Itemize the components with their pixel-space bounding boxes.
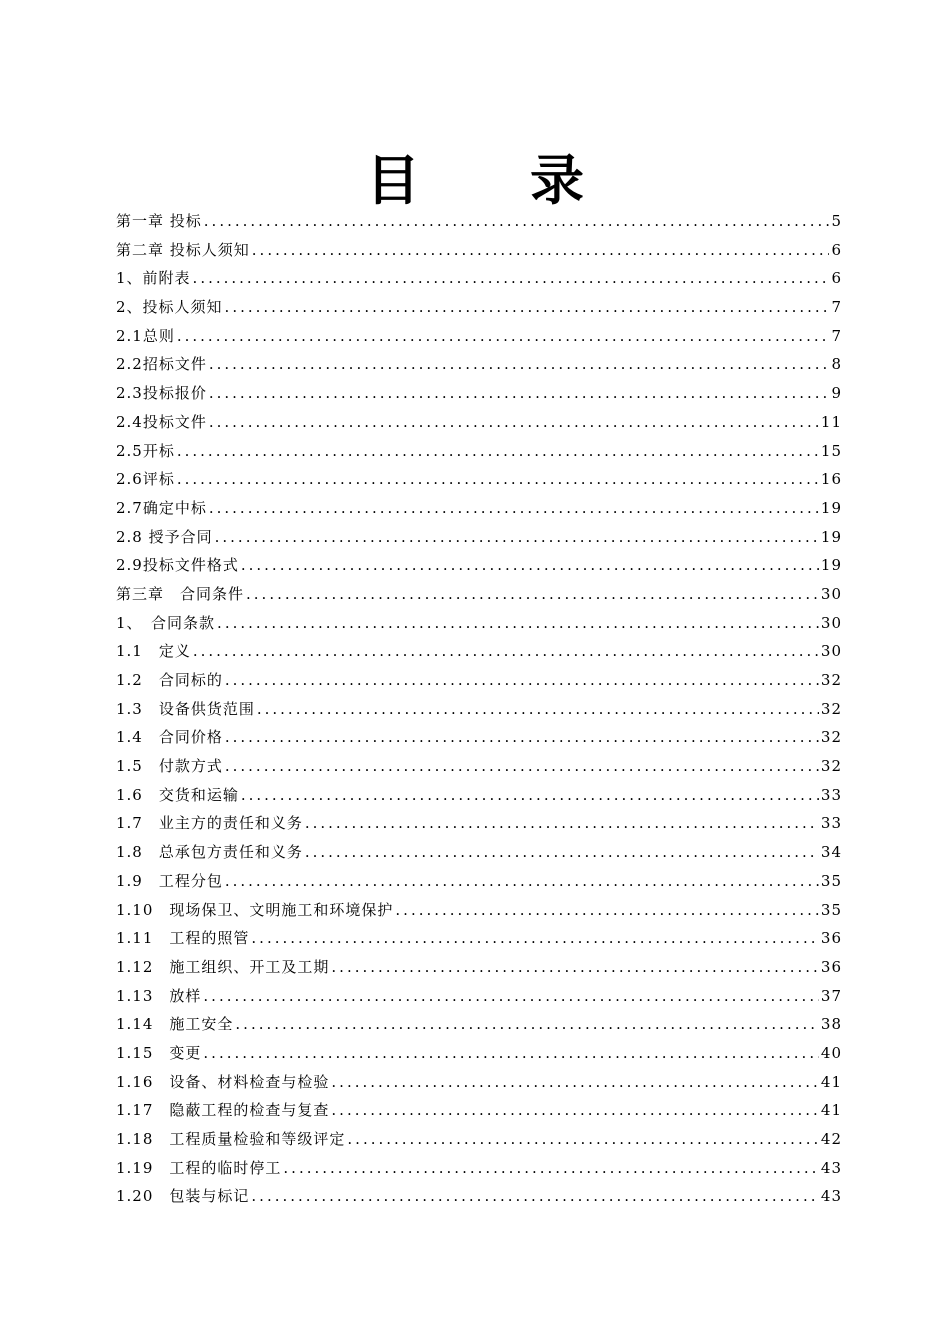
toc-leader-dots bbox=[177, 322, 830, 351]
toc-entry-label: 1.3 设备供货范围 bbox=[116, 699, 255, 718]
toc-entry-label: 1.19 工程的临时停工 bbox=[116, 1158, 282, 1177]
toc-entry[interactable] bbox=[116, 1182, 842, 1211]
toc-leader-dots bbox=[209, 350, 830, 379]
toc-leader-dots bbox=[177, 437, 819, 466]
toc-entry-page-number: 37 bbox=[820, 986, 842, 1005]
toc-entry-label: 1.13 放样 bbox=[116, 986, 202, 1005]
toc-entry[interactable] bbox=[116, 207, 842, 236]
toc-leader-dots bbox=[193, 637, 819, 666]
toc-entry-page-number: 19 bbox=[820, 556, 842, 575]
toc-entry-page-number: 7 bbox=[831, 326, 842, 345]
toc-entry-label: 第三章 合同条件 bbox=[116, 584, 245, 603]
toc-entry-page-number: 33 bbox=[820, 814, 842, 833]
toc-entry[interactable] bbox=[116, 236, 842, 265]
toc-leader-dots bbox=[209, 379, 830, 408]
toc-entry-label: 1.8 总承包方责任和义务 bbox=[116, 843, 303, 862]
toc-entry-label: 2、投标人须知 bbox=[116, 298, 223, 317]
toc-entry[interactable] bbox=[116, 1154, 842, 1183]
toc-entry-label: 1.5 付款方式 bbox=[116, 757, 223, 776]
toc-entry-label: 2.7确定中标 bbox=[116, 498, 207, 517]
toc-entry-label: 1.12 施工组织、开工及工期 bbox=[116, 957, 330, 976]
toc-entry-page-number: 6 bbox=[831, 240, 842, 259]
toc-entry[interactable] bbox=[116, 896, 842, 925]
toc-entry[interactable] bbox=[116, 1039, 842, 1068]
toc-entry-page-number: 41 bbox=[820, 1101, 842, 1120]
toc-leader-dots bbox=[246, 580, 819, 609]
toc-entry-page-number: 35 bbox=[820, 871, 842, 890]
toc-entry-page-number: 35 bbox=[820, 900, 842, 919]
toc-entry[interactable] bbox=[116, 867, 842, 896]
toc-entry[interactable] bbox=[116, 637, 842, 666]
toc-entry[interactable] bbox=[116, 1068, 842, 1097]
toc-entry-page-number: 32 bbox=[820, 699, 842, 718]
toc-entry[interactable] bbox=[116, 752, 842, 781]
toc-entry-label: 1.15 变更 bbox=[116, 1043, 202, 1062]
toc-leader-dots bbox=[193, 264, 830, 293]
toc-entry-label: 2.2招标文件 bbox=[116, 355, 207, 374]
toc-entry-page-number: 30 bbox=[820, 584, 842, 603]
toc-entry-label: 第一章 投标 bbox=[116, 212, 202, 230]
toc-entry-label: 第二章 投标人须知 bbox=[116, 240, 250, 259]
toc-leader-dots bbox=[395, 896, 819, 925]
toc-leader-dots bbox=[257, 695, 819, 724]
toc-leader-dots bbox=[331, 953, 819, 982]
toc-entry-page-number: 43 bbox=[820, 1187, 842, 1206]
toc-leader-dots bbox=[225, 867, 819, 896]
toc-entry[interactable] bbox=[116, 523, 842, 552]
toc-leader-dots bbox=[305, 809, 819, 838]
toc-entry[interactable] bbox=[116, 379, 842, 408]
toc-leader-dots bbox=[251, 1182, 819, 1211]
toc-entry-label: 1.6 交货和运输 bbox=[116, 785, 239, 804]
toc-entry-page-number: 16 bbox=[820, 470, 842, 489]
toc-entry[interactable] bbox=[116, 551, 842, 580]
toc-leader-dots bbox=[209, 494, 819, 523]
toc-entry[interactable] bbox=[116, 264, 842, 293]
toc-entry[interactable] bbox=[116, 924, 842, 953]
toc-entry-label: 1、 合同条款 bbox=[116, 613, 216, 632]
toc-entry-page-number: 8 bbox=[831, 355, 842, 374]
toc-entry-label: 1.7 业主方的责任和义务 bbox=[116, 814, 303, 833]
toc-entry-label: 2.8 授予合同 bbox=[116, 527, 213, 546]
toc-entry-page-number: 36 bbox=[820, 957, 842, 976]
toc-entry-label: 2.5开标 bbox=[116, 441, 175, 460]
toc-entry-page-number: 7 bbox=[831, 298, 842, 317]
toc-leader-dots bbox=[235, 1010, 819, 1039]
toc-entry-page-number: 34 bbox=[820, 843, 842, 862]
toc-entry[interactable] bbox=[116, 1096, 842, 1125]
toc-entry-label: 2.3投标报价 bbox=[116, 384, 207, 403]
toc-leader-dots bbox=[217, 609, 819, 638]
toc-leader-dots bbox=[225, 293, 830, 322]
toc-leader-dots bbox=[225, 666, 819, 695]
toc-leader-dots bbox=[241, 781, 819, 810]
toc-entry-page-number: 19 bbox=[820, 498, 842, 517]
page-title-char-2: 录 bbox=[530, 149, 584, 212]
toc-entry-label: 2.6评标 bbox=[116, 470, 175, 489]
toc-entry[interactable] bbox=[116, 982, 842, 1011]
toc-entry-page-number: 15 bbox=[820, 441, 842, 460]
toc-entry[interactable] bbox=[116, 838, 842, 867]
toc-leader-dots bbox=[252, 236, 830, 265]
toc-entry[interactable] bbox=[116, 293, 842, 322]
toc-entry-page-number: 36 bbox=[820, 929, 842, 948]
toc-entry[interactable] bbox=[116, 350, 842, 379]
toc-entry-page-number: 5 bbox=[831, 212, 842, 230]
toc-entry-page-number: 19 bbox=[820, 527, 842, 546]
toc-entry-label: 1、前附表 bbox=[116, 269, 191, 288]
toc-entry[interactable] bbox=[116, 1125, 842, 1154]
toc-leader-dots bbox=[283, 1154, 819, 1183]
toc-entry[interactable] bbox=[116, 465, 842, 494]
toc-entry[interactable] bbox=[116, 580, 842, 609]
toc-entry[interactable] bbox=[116, 437, 842, 466]
toc-entry-page-number: 32 bbox=[820, 728, 842, 747]
toc-entry-label: 1.9 工程分包 bbox=[116, 871, 223, 890]
toc-entry-label: 1.17 隐蔽工程的检查与复查 bbox=[116, 1101, 330, 1120]
toc-leader-dots bbox=[203, 982, 819, 1011]
toc-leader-dots bbox=[225, 723, 819, 752]
toc-leader-dots bbox=[331, 1096, 819, 1125]
toc-entry-label: 1.2 合同标的 bbox=[116, 671, 223, 689]
page-title bbox=[0, 138, 950, 215]
toc-leader-dots bbox=[241, 551, 819, 580]
toc-leader-dots bbox=[251, 924, 819, 953]
toc-leader-dots bbox=[347, 1125, 819, 1154]
toc-entry-page-number: 30 bbox=[820, 613, 842, 632]
toc-entry-page-number: 38 bbox=[820, 1015, 842, 1034]
toc-entry[interactable] bbox=[116, 695, 842, 724]
toc-entry-label: 1.4 合同价格 bbox=[116, 728, 223, 747]
page-title-char-1: 目 bbox=[366, 149, 420, 212]
toc-leader-dots bbox=[215, 523, 819, 552]
toc-entry[interactable] bbox=[116, 494, 842, 523]
toc-entry-label: 1.16 设备、材料检查与检验 bbox=[116, 1072, 330, 1091]
toc-entry-label: 1.11 工程的照管 bbox=[116, 929, 250, 948]
toc-leader-dots bbox=[203, 1039, 819, 1068]
toc-entry[interactable] bbox=[116, 809, 842, 838]
toc-entry-page-number: 32 bbox=[820, 757, 842, 776]
toc-leader-dots bbox=[204, 207, 830, 236]
toc-entry[interactable] bbox=[116, 781, 842, 810]
toc-entry-page-number: 30 bbox=[820, 642, 842, 661]
toc-entry[interactable] bbox=[116, 953, 842, 982]
toc-leader-dots bbox=[331, 1068, 819, 1097]
toc-entry-page-number: 32 bbox=[820, 671, 842, 689]
toc-entry-label: 1.20 包装与标记 bbox=[116, 1187, 250, 1206]
toc-entry-page-number: 9 bbox=[831, 384, 842, 403]
toc-entry-page-number: 43 bbox=[820, 1158, 842, 1177]
toc-entry[interactable] bbox=[116, 322, 842, 351]
toc-entry[interactable] bbox=[116, 666, 842, 695]
toc-entry-label: 2.1总则 bbox=[116, 326, 175, 345]
toc-leader-dots bbox=[209, 408, 819, 437]
toc-entry[interactable] bbox=[116, 1010, 842, 1039]
toc-entry-label: 1.10 现场保卫、文明施工和环境保护 bbox=[116, 900, 394, 919]
toc-leader-dots bbox=[225, 752, 819, 781]
toc-entry-label: 2.4投标文件 bbox=[116, 412, 207, 431]
toc-leader-dots bbox=[177, 465, 819, 494]
toc-entry-page-number: 6 bbox=[831, 269, 842, 288]
toc-entry-page-number: 42 bbox=[820, 1130, 842, 1148]
toc-entry[interactable] bbox=[116, 609, 842, 638]
toc-entry[interactable] bbox=[116, 723, 842, 752]
toc-entry[interactable] bbox=[116, 408, 842, 437]
toc-entry-page-number: 33 bbox=[820, 785, 842, 804]
toc-leader-dots bbox=[305, 838, 819, 867]
toc-entry-label: 2.9投标文件格式 bbox=[116, 556, 239, 575]
toc-entry-label: 1.1 定义 bbox=[116, 642, 191, 661]
toc-entry-label: 1.18 工程质量检验和等级评定 bbox=[116, 1130, 346, 1148]
toc-entry-label: 1.14 施工安全 bbox=[116, 1015, 234, 1034]
table-of-contents bbox=[116, 207, 842, 1211]
toc-entry-page-number: 40 bbox=[820, 1043, 842, 1062]
toc-entry-page-number: 41 bbox=[820, 1072, 842, 1091]
toc-entry-page-number: 11 bbox=[820, 412, 842, 431]
